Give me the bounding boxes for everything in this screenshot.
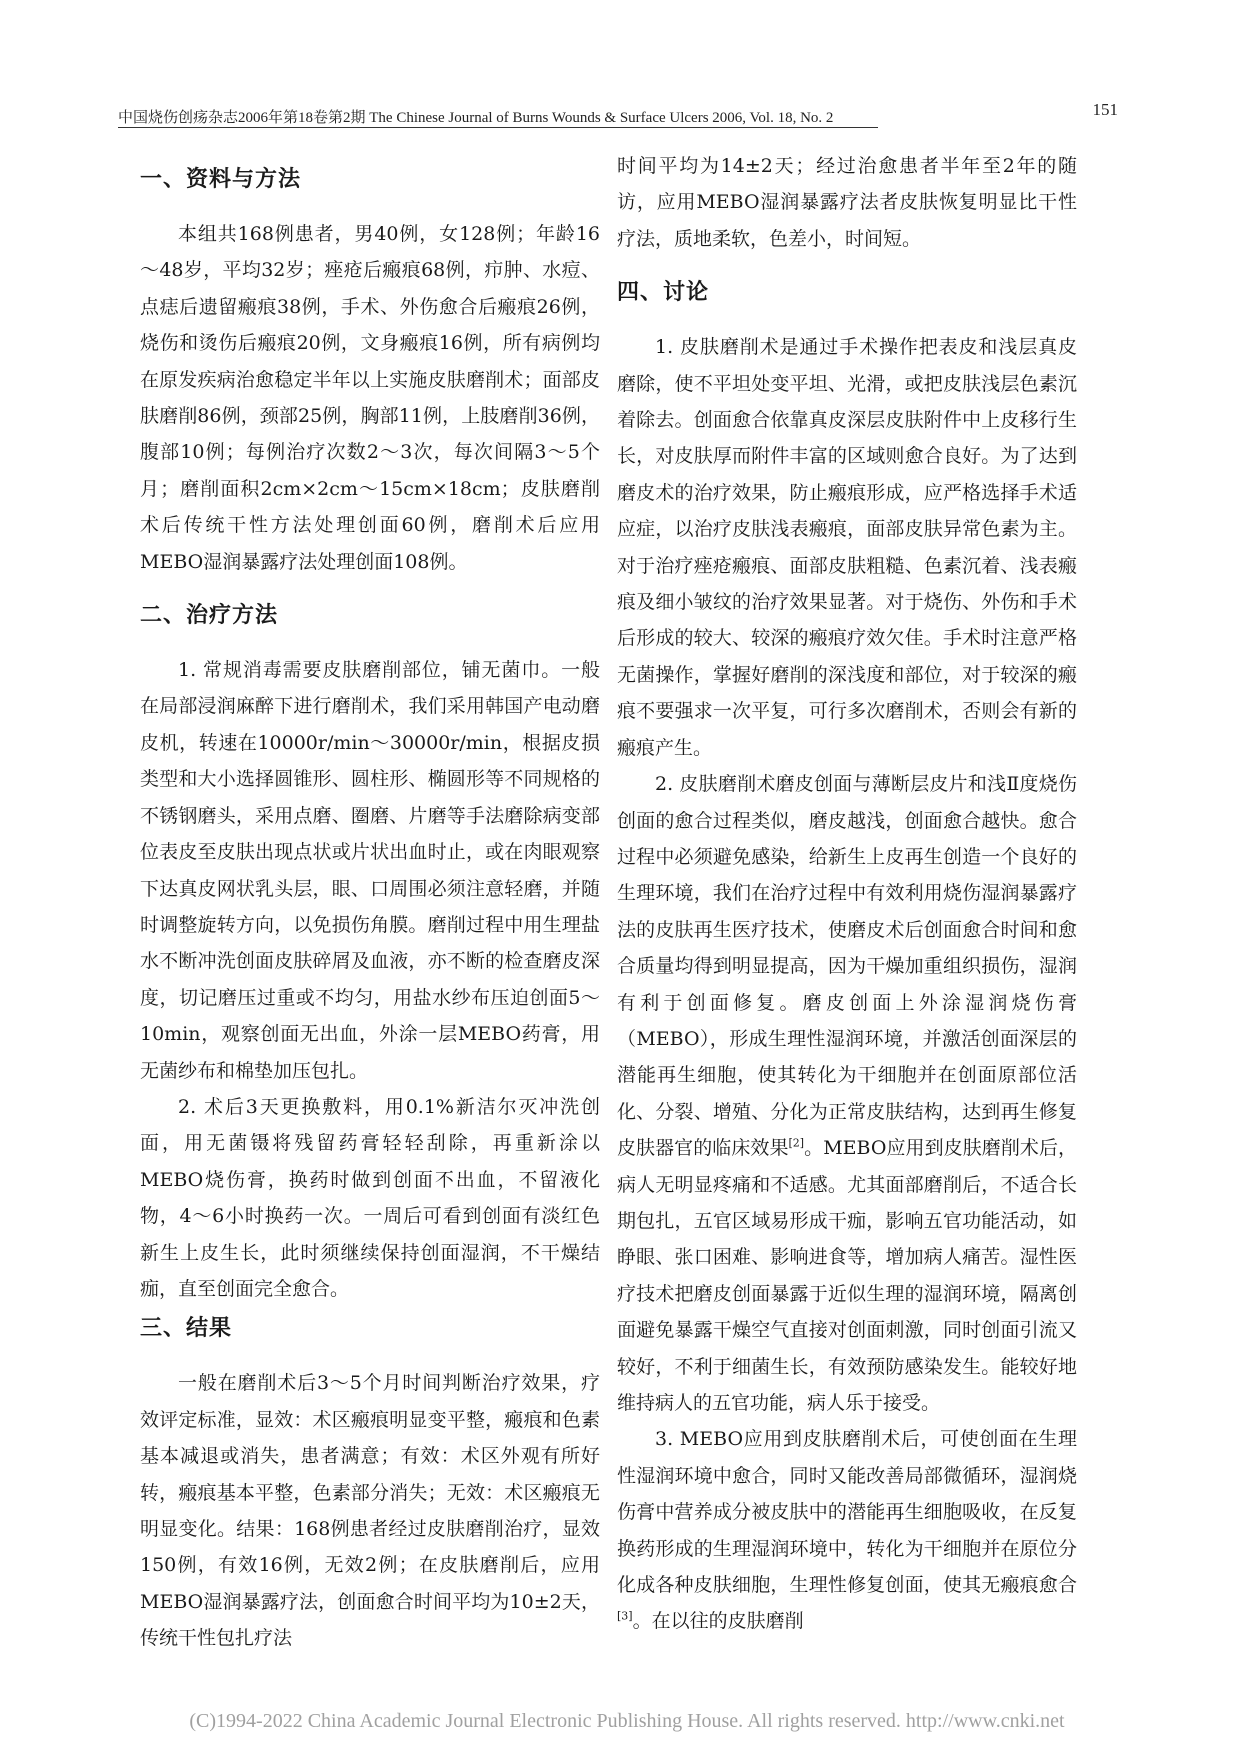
paragraph-materials: 本组共168例患者，男40例，女128例；年龄16～48岁，平均32岁；痤疮后瘢痕68例，疖肿、水痘、点痣后遗留瘢痕38例，手术、外伤愈合后瘢痕26例，烧伤和烫伤后瘢痕20例，文身瘢痕16例，所有病例均在原发疾病治愈稳定半年以上实施皮肤磨削术；面部皮肤磨削86例，颈部25例，胸部11例，上肢磨削36例，腹部10例；每例治疗次数2～3次，每次间隔3～5个月；磨削面积2cm×2cm～15cm×18cm；皮肤磨削术后传统干性方法处理创面60例，磨削术后应用MEBO湿润暴露疗法处理创面108例。 (140, 223, 600, 573)
section-heading-results: 三、结果 (140, 1316, 233, 1342)
paragraph-discussion-2-text-a: 2. 皮肤磨削术磨皮创面与薄断层皮片和浅Ⅱ度烧伤创面的愈合过程类似，磨皮越浅，创面愈合越快。愈合过程中必须避免感染，给新生上皮再生创造一个良好的生理环境，我们在治疗过程中有效利用烧伤湿润暴露疗法的皮肤再生医疗技术，使磨皮术后创面愈合时间和愈合质量均得到明显提高，因为干燥加重组织损伤，湿润有利于创面修复。磨皮创面上外涂湿润烧伤膏（MEBO），形成生理性湿润环境，并激活创面深层的潜能再生细胞，使其转化为干细胞并在创面原部位活化、分裂、增殖、分化为正常皮肤结构，达到再生修复皮肤器官的临床效果 (617, 773, 1077, 1160)
paragraph-discussion-1: 1. 皮肤磨削术是通过手术操作把表皮和浅层真皮磨除，使不平坦处变平坦、光滑，或把皮肤浅层色素沉着除去。创面愈合依靠真皮深层皮肤附件中上皮移行生长，对皮肤厚而附件丰富的区域则愈合良好。为了达到磨皮术的治疗效果，防止瘢痕形成，应严格选择手术适应症，以治疗皮肤浅表瘢痕，面部皮肤异常色素为主。对于治疗痤疮瘢痕、面部皮肤粗糙、色素沉着、浅表瘢痕及细小皱纹的治疗效果显著。对于烧伤、外伤和手术后形成的较大、较深的瘢痕疗效欠佳。手术时注意严格无菌操作，掌握好磨削的深浅度和部位，对于较深的瘢痕不要强求一次平复，可行多次磨削术，否则会有新的瘢痕产生。 (617, 336, 1077, 759)
page-number: 151 (1092, 100, 1118, 119)
section-heading-treatment: 二、治疗方法 (140, 603, 279, 629)
copyright-footer: (C)1994-2022 China Academic Journal Electronic Publishing House. All rights reserved. http://www.cnki.net (189, 1710, 1065, 1732)
paragraph-discussion-3-text-b: 。在以往的皮肤磨削 (632, 1610, 804, 1633)
left-column (140, 158, 600, 1657)
paragraph-results-continued: 时间平均为14±2天；经过治愈患者半年至2年的随访，应用MEBO湿润暴露疗法者皮肤恢复明显比干性疗法，质地柔软，色差小，时间短。 (617, 155, 1077, 250)
paragraph-discussion-2-text-b: 。MEBO应用到皮肤磨削术后，病人无明显疼痛和不适感。尤其面部磨削后，不适合长期包扎，五官区域易形成干痂，影响五官功能活动，如睁眼、张口困难、影响进食等，增加病人痛苦。湿性医疗技术把磨皮创面暴露于近似生理的湿润环境，隔离创面避免暴露干燥空气直接对创面刺激，同时创面引流又较好，不利于细菌生长，有效预防感染发生。能较好地维持病人的五官功能，病人乐于接受。 (617, 1137, 1077, 1414)
header-rule (118, 127, 878, 128)
section-heading-materials-methods: 一、资料与方法 (140, 167, 302, 192)
running-header (118, 100, 1118, 130)
right-column (617, 148, 1077, 1640)
paragraph-treatment-2: 2. 术后3天更换敷料，用0.1%新洁尔灭冲洗创面，用无菌镊将残留药膏轻轻刮除，再重新涂以MEBO烧伤膏，换药时做到创面不出血，不留液化物，4～6小时换药一次。一周后可看到创面有淡红色新生上皮生长，此时须继续保持创面湿润，不干燥结痂，直至创面完全愈合。 (140, 1095, 600, 1300)
paragraph-discussion-3 (617, 1421, 1077, 1639)
citation-2: [2] (788, 1136, 805, 1150)
paragraph-results: 一般在磨削术后3～5个月时间判断治疗效果，疗效评定标准，显效：术区瘢痕明显变平整，瘢痕和色素基本减退或消失，患者满意；有效：术区外观有所好转，瘢痕基本平整，色素部分消失；无效：术区瘢痕无明显变化。结果：168例患者经过皮肤磨削治疗，显效150例，有效16例，无效2例；在皮肤磨削后，应用MEBO湿润暴露疗法，创面愈合时间平均为10±2天，传统干性包扎疗法 (140, 1372, 600, 1650)
paragraph-treatment-1: 1. 常规消毒需要皮肤磨削部位，铺无菌巾。一般在局部浸润麻醉下进行磨削术，我们采用韩国产电动磨皮机，转速在10000r/min～30000r/min，根据皮损类型和大小选择圆锥形、圆柱形、椭圆形等不同规格的不锈钢磨头，采用点磨、圈磨、片磨等手法磨除病变部位表皮至皮肤出现点状或片状出血时止，或在肉眼观察下达真皮网状乳头层，眼、口周围必须注意轻磨，并随时调整旋转方向，以免损伤角膜。磨削过程中用生理盐水不断冲洗创面皮肤碎屑及血液，亦不断的检查磨皮深度，切记磨压过重或不均匀，用盐水纱布压迫创面5～10min，观察创面无出血，外涂一层MEBO药膏，用无菌纱布和棉垫加压包扎。 (140, 659, 600, 1082)
citation-3: [3] (617, 1610, 633, 1624)
paragraph-discussion-3-text-a: 3. MEBO应用到皮肤磨削术后，可使创面在生理性湿润环境中愈合，同时又能改善局部微循环，湿润烧伤膏中营养成分被皮肤中的潜能再生细胞吸收，在反复换药形成的生理湿润环境中，转化为干细胞并在原位分化成各种皮肤细胞，生理性修复创面，使其无瘢痕愈合 (617, 1428, 1077, 1597)
section-heading-discussion: 四、讨论 (617, 280, 710, 306)
journal-running-title: 中国烧伤创疡杂志2006年第18卷第2期 The Chinese Journal of Burns Wounds & Surface Ulcers 2006, Vol. 18, No. 2 (118, 110, 834, 126)
paragraph-discussion-2 (617, 766, 1077, 1421)
